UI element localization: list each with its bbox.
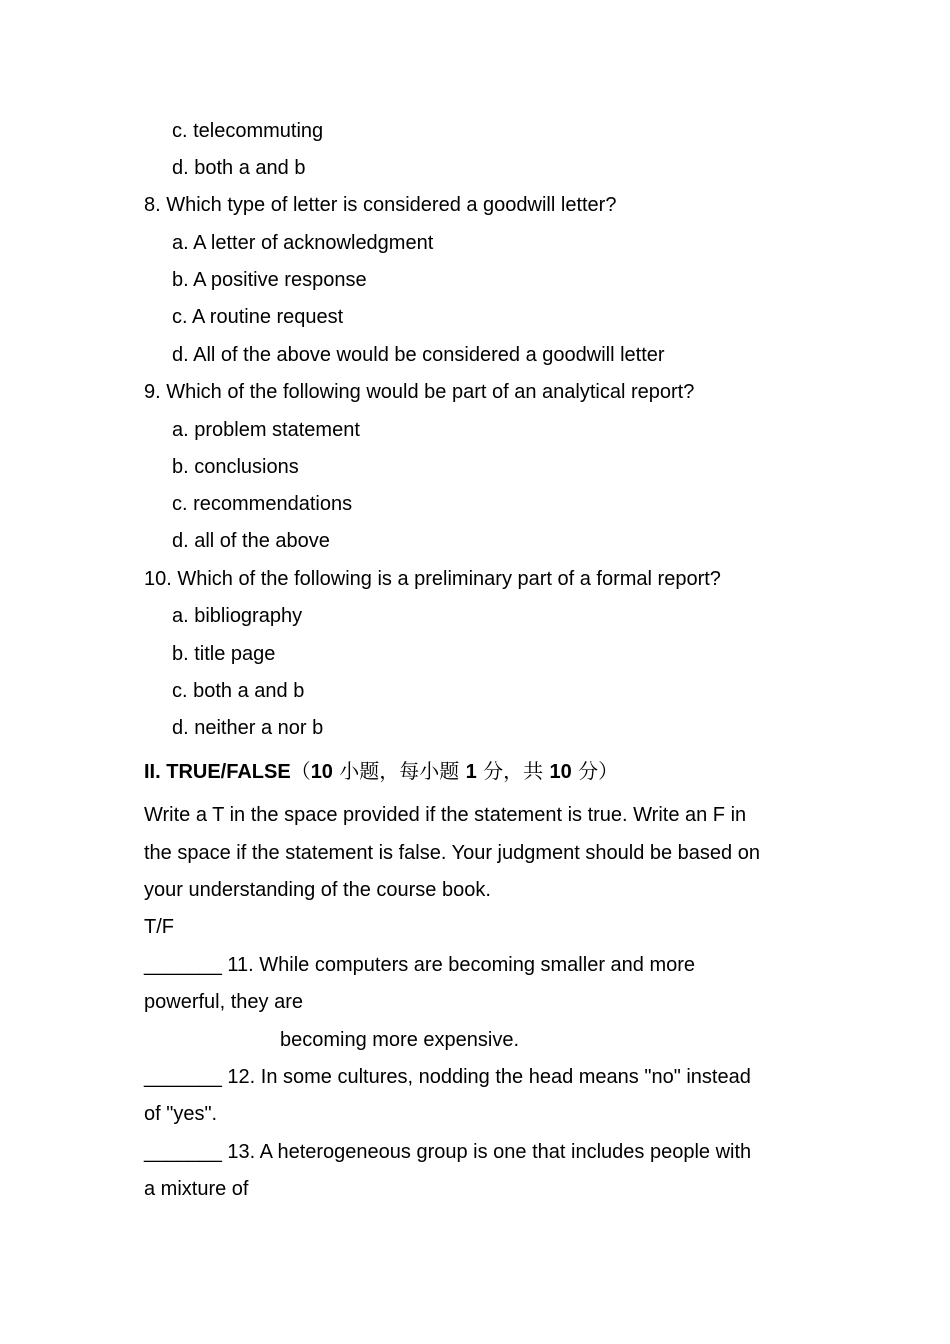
statement-13-cont: a mixture of — [144, 1178, 249, 1200]
question-8: 8. Which type of letter is considered a goodwill letter? — [144, 194, 617, 216]
instructions-line-2: the space if the statement is false. Your judgment should be based on — [144, 842, 760, 864]
question-10-option-a: a. bibliography — [172, 605, 303, 627]
section-text-1: 小题，每小题 — [332, 759, 466, 783]
statement-11: _______ 11. While computers are becoming smaller and more — [144, 954, 696, 976]
question-10: 10. Which of the following is a preliminary part of a formal report? — [144, 568, 721, 590]
question-7-option-c: c. telecommuting — [172, 120, 324, 142]
question-8-option-d: d. All of the above would be considered a goodwill letter — [172, 344, 665, 366]
instructions-line-3: your understanding of the course book. — [144, 879, 491, 901]
statement-11-cont-2: becoming more expensive. — [280, 1029, 520, 1051]
question-8-option-b: b. A positive response — [172, 269, 367, 291]
section-text-3: 分） — [571, 759, 619, 783]
statement-11-cont: powerful, they are — [144, 991, 303, 1013]
statement-13: _______ 13. A heterogeneous group is one that includes people with — [144, 1141, 752, 1163]
instructions-line-1: Write a T in the space provided if the statement is true. Write an F in — [144, 804, 747, 826]
tf-label: T/F — [144, 916, 174, 938]
question-count: 10 — [310, 761, 333, 783]
question-8-option-a: a. A letter of acknowledgment — [172, 232, 434, 254]
question-10-option-b: b. title page — [172, 643, 276, 665]
question-7-option-d: d. both a and b — [172, 157, 306, 179]
question-9-option-a: a. problem statement — [172, 419, 360, 441]
section-paren-open: （ — [290, 759, 311, 783]
question-9: 9. Which of the following would be part of an analytical report? — [144, 381, 695, 403]
question-9-option-d: d. all of the above — [172, 530, 330, 552]
section-title: II. TRUE/FALSE — [144, 761, 291, 783]
section-heading — [144, 759, 618, 784]
statement-12: _______ 12. In some cultures, nodding the head means "no" instead — [144, 1066, 751, 1088]
points-total: 10 — [549, 761, 572, 783]
question-8-option-c: c. A routine request — [172, 306, 344, 328]
question-9-option-c: c. recommendations — [172, 493, 353, 515]
question-9-option-b: b. conclusions — [172, 456, 299, 478]
section-text-2: 分，共 — [476, 759, 550, 783]
question-10-option-d: d. neither a nor b — [172, 717, 324, 739]
question-10-option-c: c. both a and b — [172, 680, 305, 702]
points-each: 1 — [465, 761, 477, 783]
statement-12-cont: of "yes". — [144, 1103, 218, 1125]
